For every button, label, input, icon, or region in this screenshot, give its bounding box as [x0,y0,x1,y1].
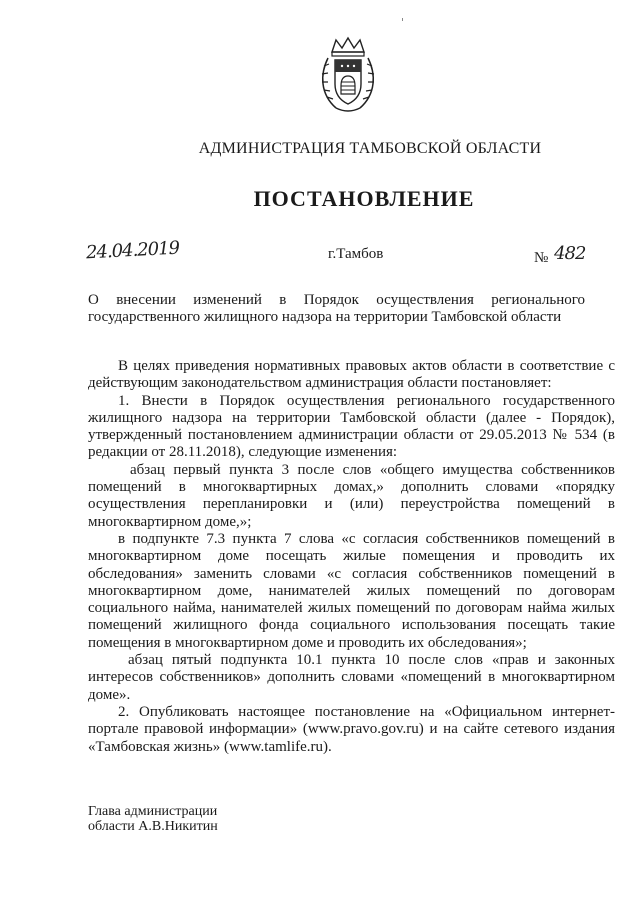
item-2-paragraph: 2. Опубликовать настоящее постановление на «Официальном интернет-портале правовой информации» (www.pravo.gov.ru) и на сайте сетевого издания «Тамбовская жизнь» (www.tamlife.ru). [88,703,615,755]
signature-position: Глава администрации [88,804,218,819]
item-1-paragraph: 1. Внести в Порядок осуществления регионального государственного жилищного надзора на территории Тамбовской области (далее - Порядок), утвержденный постановлением администрации области от 29.05.2013 № 534 (в редакции от 28.11.2018), следующие изменения: [88,392,615,461]
document-number [534,243,586,267]
city-label: г.Тамбов [328,246,384,262]
document-meta [85,237,586,274]
document-body [88,358,615,756]
scan-mark [402,18,403,21]
signature-block [88,804,218,834]
organization-title: АДМИНИСТРАЦИЯ ТАМБОВСКОЙ ОБЛАСТИ [198,140,542,157]
handwritten-number: 482 [554,243,586,264]
change-3-paragraph: абзац пятый подпункта 10.1 пункта 10 после слов «прав и законных интересов собственников» дополнить словами «помещений в многоквартирном доме». [88,652,615,703]
document-subject: О внесении изменений в Порядок осуществления регионального государственного жилищного надзора на территории Тамбовской области [88,292,585,325]
signature-name: области А.В.Никитин [88,819,218,834]
tambov-region-coat-of-arms-icon [318,36,378,116]
number-sign: № [534,250,549,266]
change-2-paragraph: в подпункте 7.3 пункта 7 слова «с согласия собственников помещений в многоквартирном доме посещать жилые помещения и проводить их обследования» заменить словами «с согласия собственников помещений в многоквартирном доме, нанимателей жилых помещений по договорам социального найма, нанимателей жилых помещений по договорам найма жилых помещений жилищного фонда социального использования посещать такие помещения в многоквартирном доме и проводить их обследования»; [88,530,615,651]
document-type-title: ПОСТАНОВЛЕНИЕ [253,186,475,211]
handwritten-date: 24.04.2019 [85,237,180,264]
preamble-paragraph: В целях приведения нормативных правовых актов области в соответствие с действующим законодательством администрация области постановляет: [88,358,615,392]
change-1-paragraph: абзац первый пункта 3 после слов «общего имущества собственников помещений в многоквартирных домах,» дополнить словами «порядку осуществления перепланировки и (или) переустройства помещений в многоквартирном доме,»; [88,461,615,530]
